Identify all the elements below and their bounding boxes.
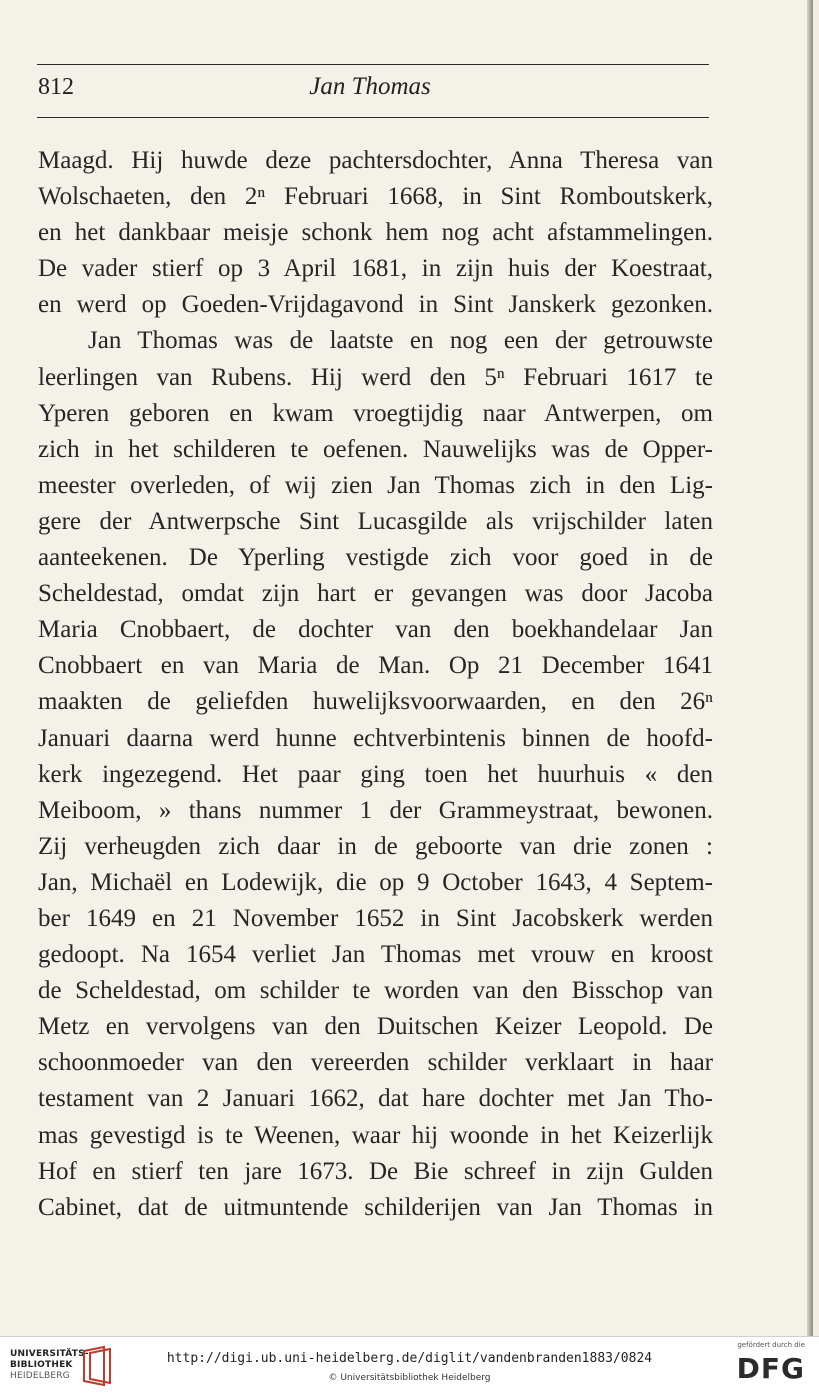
library-name-line3: HEIDELBERG [10,1371,70,1381]
text-line: Metz en vervolgens van den Duitschen Keizer Leopold. De [38,1013,713,1041]
text-line: Meiboom, » thans nummer 1 der Grammeystraat, bewonen. [38,796,713,824]
funder-label: gefördert durch die [737,1341,805,1349]
text-line: Hof en stierf ten jare 1673. De Bie schreef in zijn Gulden [38,1157,713,1185]
text-line: gere der Antwerpsche Sint Lucasgilde als vrijschilder laten [38,507,713,535]
text-line: schoonmoeder van den vereerden schilder verklaart in haar [38,1049,713,1077]
text-line: Zij verheugden zich daar in de geboorte van drie zonen : [38,832,713,860]
text-line: testament van 2 Januari 1662, dat hare dochter met Jan Tho- [38,1085,713,1113]
text-line: Cnobbaert en van Maria de Man. Op 21 December 1641 [38,652,713,680]
text-line: ber 1649 en 21 November 1652 in Sint Jacobskerk werden [38,904,713,932]
text-line: zich in het schilderen te oefenen. Nauwelijks was de Opper- [38,435,713,463]
text-line: mas gevestigd is te Weenen, waar hij woonde in het Keizerlijk [38,1121,713,1149]
body-text [38,143,713,1226]
text-line: en het dankbaar meisje schonk hem nog acht afstammelingen. [38,219,713,247]
text-line: en werd op Goeden-Vrijdagavond in Sint Janskerk gezonken. [38,291,713,319]
copyright-notice: © Universitätsbibliothek Heidelberg [328,1373,491,1383]
text-line: Maria Cnobbaert, de dochter van den boekhandelaar Jan [38,616,713,644]
library-name-line2: BIBLIOTHEK [10,1360,73,1370]
permalink-url[interactable]: http://digi.ub.uni-heidelberg.de/diglit/vandenbranden1883/0824 [166,1351,653,1366]
text-line-indented: Jan Thomas was de laatste en nog een der getrouwste [88,327,713,355]
text-line: kerk ingezegend. Het paar ging toen het huurhuis « den [38,760,713,788]
library-name-line1: UNIVERSITÄTS- [10,1349,89,1359]
text-line: Jan, Michaël en Lodewijk, die op 9 October 1643, 4 Septem- [38,868,713,896]
text-line: de Scheldestad, om schilder te worden van den Bisschop van [38,977,713,1005]
dfg-logo: DFG [736,1352,805,1385]
text-line: De vader stierf op 3 April 1681, in zijn huis der Koestraat, [38,255,713,283]
header-top-rule [37,64,709,65]
page-number: 812 [38,74,74,100]
text-line: Wolschaeten, den 2ⁿ Februari 1668, in Sint Romboutskerk, [38,183,713,211]
text-line: Maagd. Hij huwde deze pachtersdochter, Anna Theresa van [38,147,713,174]
text-line: maakten de geliefden huwelijksvoorwaarden, en den 26ⁿ [38,688,713,716]
text-line: gedoopt. Na 1654 verliet Jan Thomas met vrouw en kroost [38,941,713,969]
running-head: Jan Thomas [309,73,431,100]
text-line: meester overleden, of wij zien Jan Thomas zich in den Lig- [38,471,713,499]
header-bottom-rule [37,117,709,118]
text-line: Yperen geboren en kwam vroegtijdig naar Antwerpen, om [38,399,713,427]
text-line: Cabinet, dat de uitmuntende schilderijen van Jan Thomas in [38,1193,713,1221]
text-line: Januari daarna werd hunne echtverbintenis binnen de hoofd- [38,724,713,752]
text-line: aanteekenen. De Yperling vestigde zich voor goed in de [38,544,713,572]
text-line: Scheldestad, omdat zijn hart er gevangen was door Jacoba [38,580,713,608]
text-line: leerlingen van Rubens. Hij werd den 5ⁿ Februari 1617 te [38,363,713,391]
page-edge-shadow [807,0,813,1336]
footer-bar [0,1336,819,1395]
